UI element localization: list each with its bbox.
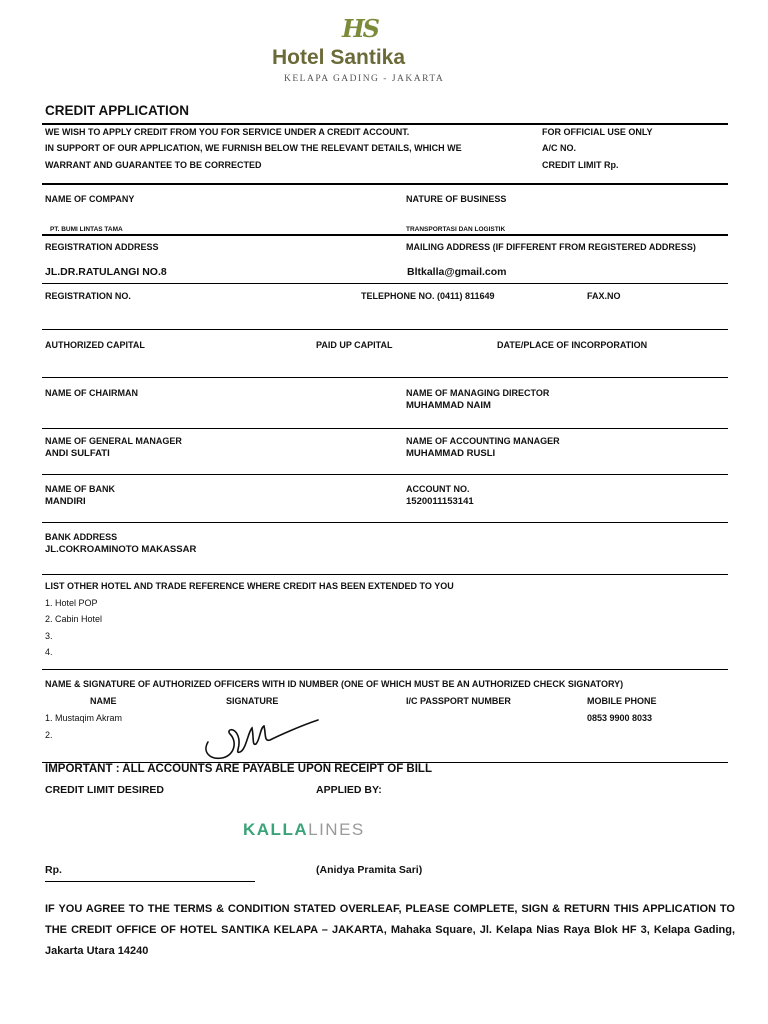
bank-divider <box>42 522 728 523</box>
intro-divider <box>42 183 728 185</box>
intro-line-1: WE WISH TO APPLY CREDIT FROM YOU FOR SERVICE UNDER A CREDIT ACCOUNT. <box>45 127 410 137</box>
managers-divider <box>42 474 728 475</box>
officers-col-signature: SIGNATURE <box>226 696 279 706</box>
authorized-capital-label: AUTHORIZED CAPITAL <box>45 340 145 350</box>
officer-2-name: 2. <box>45 730 53 740</box>
references-label: LIST OTHER HOTEL AND TRADE REFERENCE WHERE CREDIT HAS BEEN EXTENDED TO YOU <box>45 581 454 591</box>
officers-col-passport: I/C PASSPORT NUMBER <box>406 696 511 706</box>
applied-by-label: APPLIED BY: <box>316 784 382 796</box>
general-manager-value: ANDI SULFATI <box>45 448 110 459</box>
chairman-label: NAME OF CHAIRMAN <box>45 388 138 398</box>
account-no-value: 1520011153141 <box>406 496 474 507</box>
nature-of-business-value: TRANSPORTASI DAN LOGISTIK <box>406 226 506 233</box>
managing-director-value: MUHAMMAD NAIM <box>406 400 491 411</box>
kalla-logo-part-1: KALLA <box>243 820 309 839</box>
company-name-value: PT. BUMI LINTAS TAMA <box>50 226 123 233</box>
bank-address-divider <box>42 574 728 575</box>
officers-col-name: NAME <box>90 696 117 706</box>
incorporation-label: DATE/PLACE OF INCORPORATION <box>497 340 648 350</box>
general-manager-label: NAME OF GENERAL MANAGER <box>45 436 182 446</box>
company-divider <box>42 234 728 236</box>
managing-director-label: NAME OF MANAGING DIRECTOR <box>406 388 550 398</box>
mailing-address-value: Bltkalla@gmail.com <box>407 266 507 278</box>
logo-mark: HS <box>341 14 378 43</box>
logo-name: Hotel Santika <box>272 46 406 69</box>
reference-item: 3. <box>45 631 53 641</box>
mailing-address-label: MAILING ADDRESS (IF DIFFERENT FROM REGISTERED ADDRESS) <box>406 242 696 252</box>
reference-item: 1. Hotel POP <box>45 598 98 608</box>
bank-name-label: NAME OF BANK <box>45 484 115 494</box>
rp-underline <box>45 881 255 882</box>
registration-divider <box>42 329 728 330</box>
hotel-logo <box>0 14 720 43</box>
intro-line-3: WARRANT AND GUARANTEE TO BE CORRECTED <box>45 160 262 170</box>
title-divider <box>42 123 728 125</box>
address-divider <box>42 283 728 284</box>
footer-instructions: IF YOU AGREE TO THE TERMS & CONDITION STATED OVERLEAF, PLEASE COMPLETE, SIGN & RETURN THIS APPLICATION TO THE CREDIT OFFICE OF HOTEL SANTIKA KELAPA – JAKARTA, Mahaka Square, Jl. Kelapa Nias Raya Blok HF 3, Kelapa Gading, Jakarta Utara 14240 <box>45 903 735 957</box>
company-name-label: NAME OF COMPANY <box>45 194 135 204</box>
officer-1-mobile: 0853 9900 8033 <box>587 713 653 723</box>
chairman-divider <box>42 428 728 429</box>
accounting-manager-value: MUHAMMAD RUSLI <box>406 448 496 459</box>
credit-limit-official-label: CREDIT LIMIT Rp. <box>542 160 619 170</box>
rp-label: Rp. <box>45 864 62 876</box>
account-no-label: ACCOUNT NO. <box>406 484 470 494</box>
official-use-label: FOR OFFICIAL USE ONLY <box>542 127 653 137</box>
reference-item: 2. Cabin Hotel <box>45 614 103 624</box>
officer-1-name: 1. Mustaqim Akram <box>45 713 123 723</box>
fax-label: FAX.NO <box>587 291 621 301</box>
kalla-lines-logo <box>243 820 365 840</box>
bank-address-label: BANK ADDRESS <box>45 532 118 542</box>
applicant-name: (Anidya Pramita Sari) <box>316 864 423 876</box>
bank-address-value: JL.COKROAMINOTO MAKASSAR <box>45 544 197 555</box>
paid-up-capital-label: PAID UP CAPITAL <box>316 340 393 350</box>
kalla-logo-part-2: LINES <box>308 820 365 839</box>
officers-col-mobile: MOBILE PHONE <box>587 696 657 706</box>
officers-label: NAME & SIGNATURE OF AUTHORIZED OFFICERS WITH ID NUMBER (ONE OF WHICH MUST BE AN AUTHORIZED CHECK SIGNATORY) <box>45 679 624 689</box>
registration-address-value: JL.DR.RATULANGI NO.8 <box>45 266 167 278</box>
capital-divider <box>42 377 728 378</box>
page-title: CREDIT APPLICATION <box>45 103 189 118</box>
bank-name-value: MANDIRI <box>45 496 86 507</box>
logo-subtitle: KELAPA GADING - JAKARTA <box>284 74 445 84</box>
accounting-manager-label: NAME OF ACCOUNTING MANAGER <box>406 436 560 446</box>
credit-limit-desired-label: CREDIT LIMIT DESIRED <box>45 784 165 796</box>
references-divider <box>42 669 728 670</box>
registration-no-label: REGISTRATION NO. <box>45 291 131 301</box>
ac-no-label: A/C NO. <box>542 143 577 153</box>
important-notice: IMPORTANT : ALL ACCOUNTS ARE PAYABLE UPON RECEIPT OF BILL <box>45 763 432 775</box>
nature-of-business-label: NATURE OF BUSINESS <box>406 194 507 204</box>
telephone-label: TELEPHONE NO. (0411) 811649 <box>361 291 495 301</box>
signature-scribble <box>200 712 325 764</box>
intro-line-2: IN SUPPORT OF OUR APPLICATION, WE FURNISH BELOW THE RELEVANT DETAILS, WHICH WE <box>45 143 462 153</box>
reference-item: 4. <box>45 647 53 657</box>
registration-address-label: REGISTRATION ADDRESS <box>45 242 159 252</box>
